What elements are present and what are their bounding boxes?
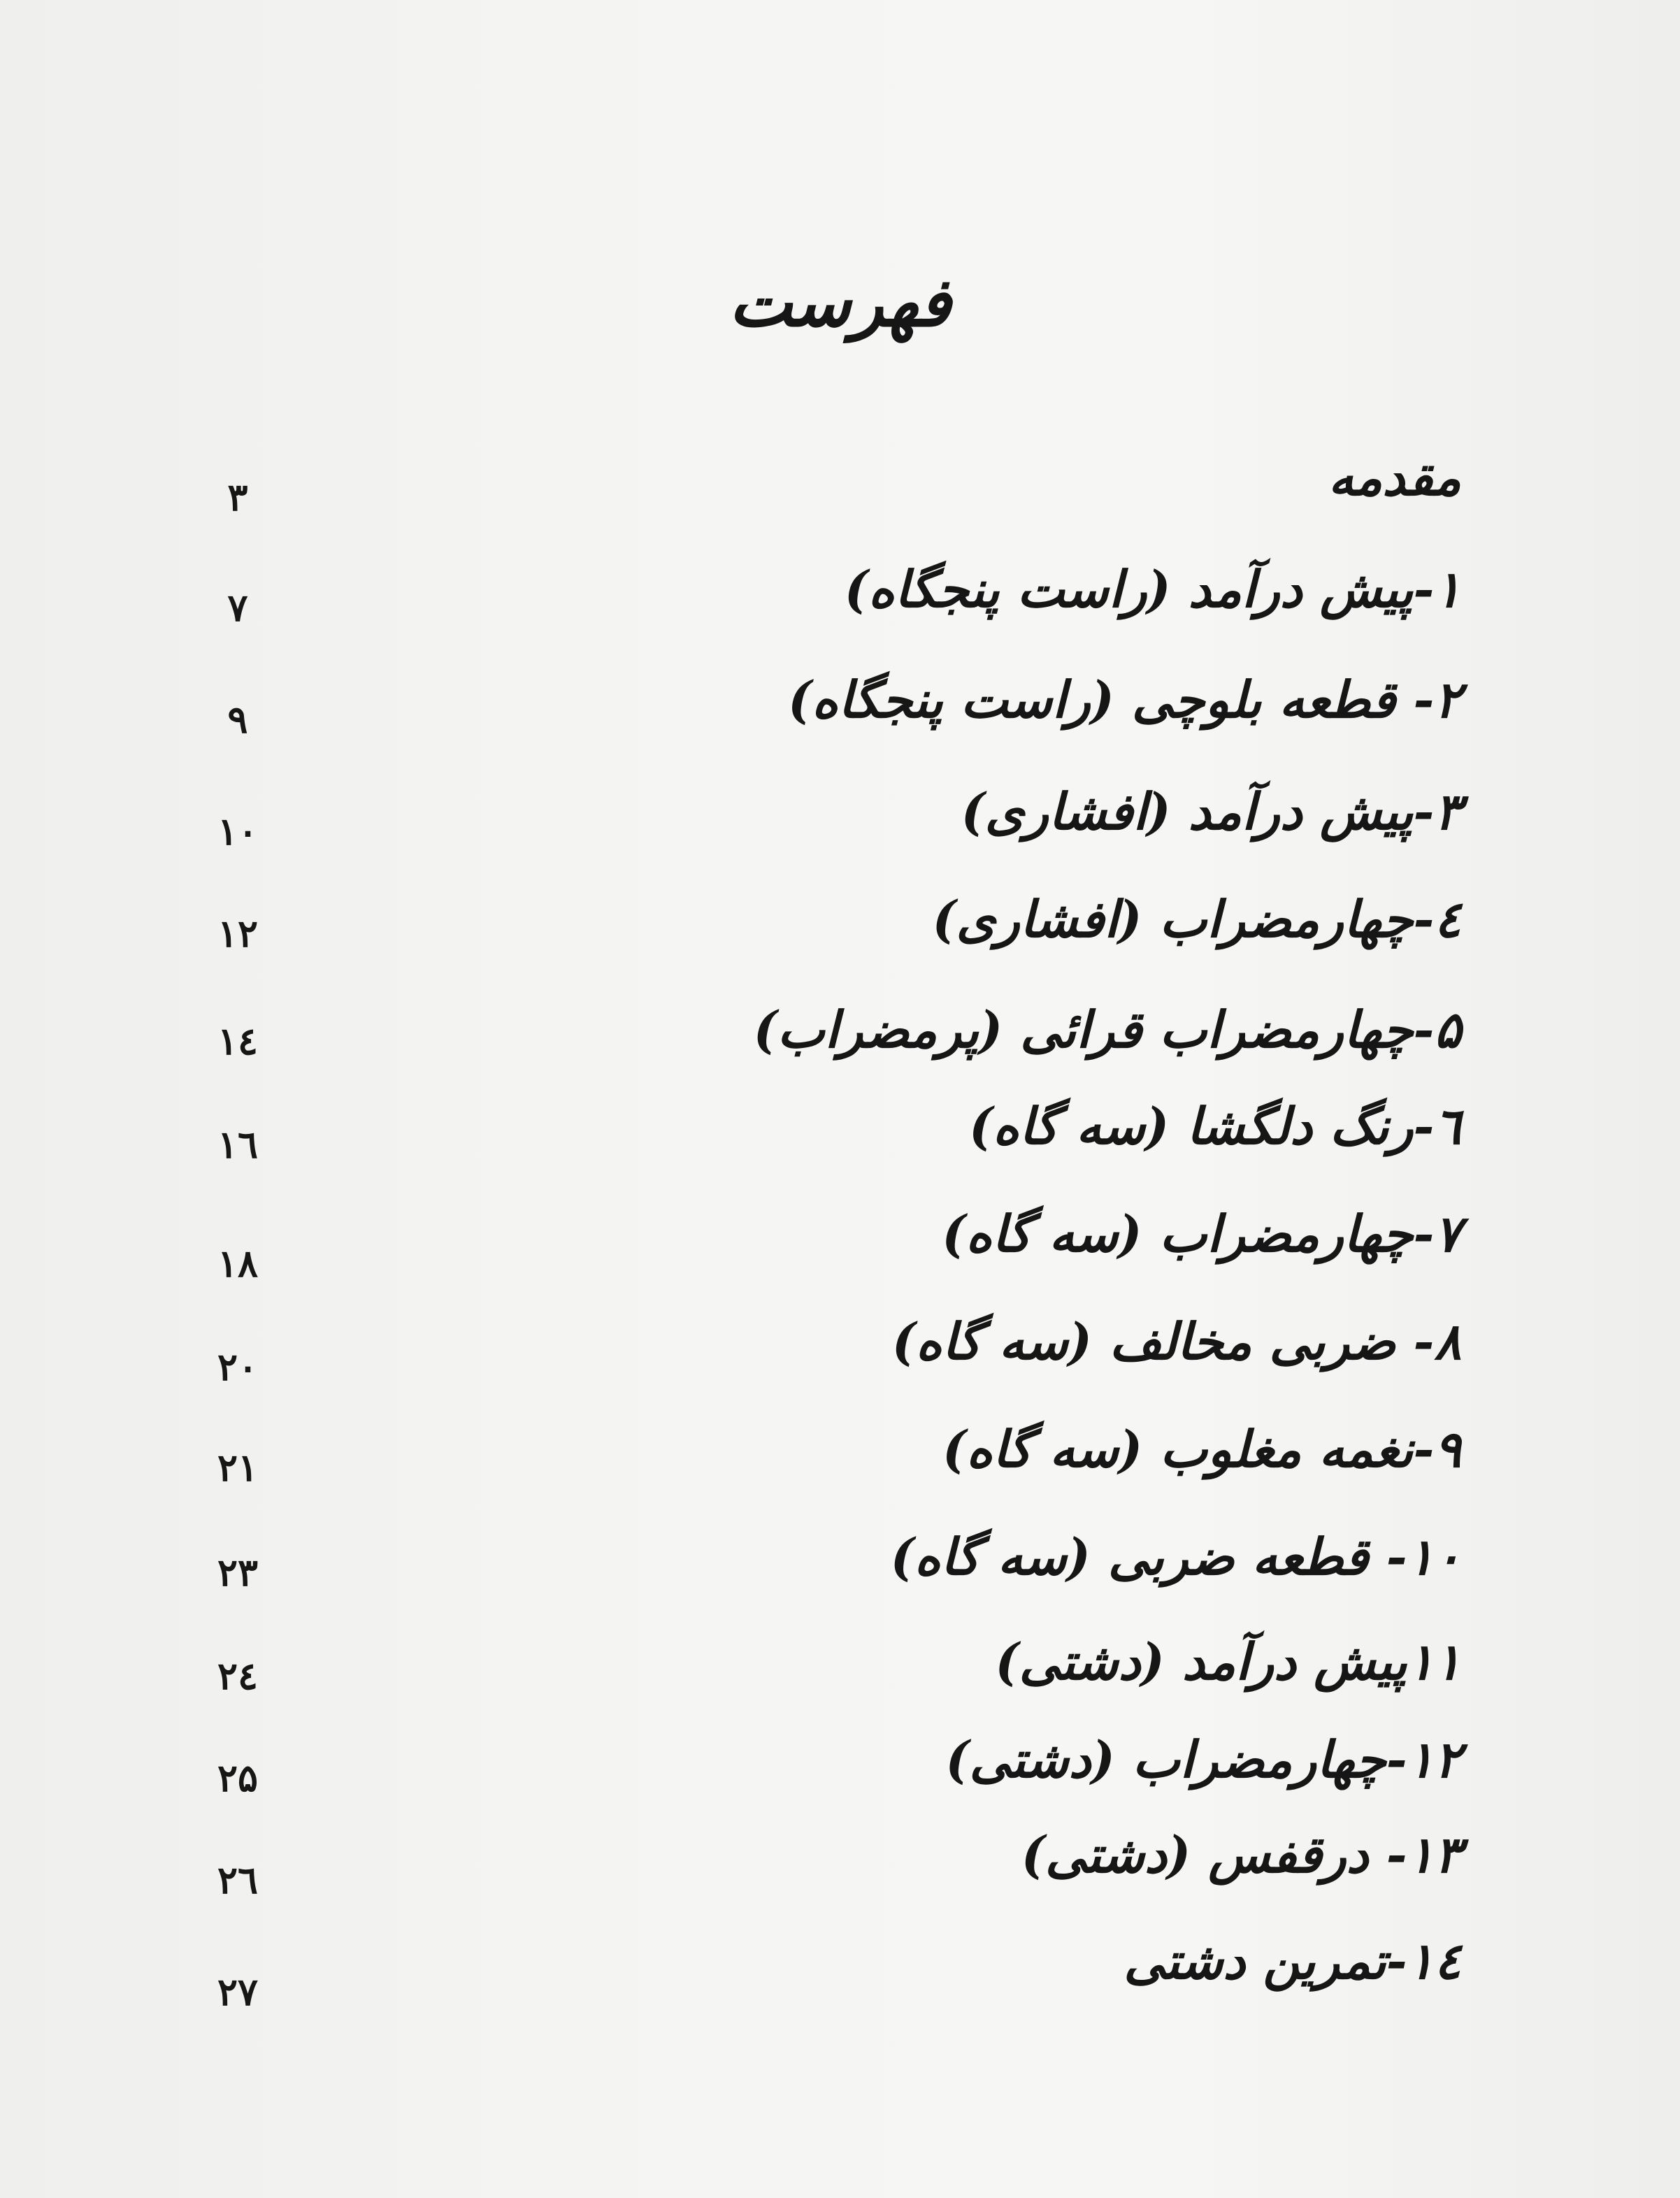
toc-entry-page: ۱۸	[217, 1241, 258, 1286]
toc-entry-page: ۲٤	[217, 1653, 258, 1698]
toc-entry-page: ۷	[227, 585, 248, 630]
toc-entry-page: ۲۰	[217, 1344, 258, 1389]
toc-entry-page: ۱٦	[217, 1122, 258, 1167]
toc-entry-title: ۵-چهارمضراب قرائی (پرمضراب)	[753, 1000, 1461, 1059]
toc-entry	[182, 1527, 1461, 1604]
toc-entry-title: ۱۰- قطعه ضربی (سه گاه)	[890, 1527, 1461, 1586]
toc-entry-title: ۱۳- درقفس (دشتی)	[1021, 1825, 1461, 1884]
toc-entry	[182, 1000, 1461, 1077]
toc-entry-page: ۲۷	[217, 1969, 258, 2014]
toc-entry	[182, 670, 1461, 747]
toc-entry	[182, 782, 1461, 859]
toc-entry-page: ۱۲	[217, 911, 258, 956]
toc-entry	[182, 447, 1461, 524]
toc-entry	[182, 1096, 1461, 1173]
toc-entry	[182, 1312, 1461, 1388]
toc-entry-title: ۱۱پیش درآمد (دشتی)	[995, 1632, 1461, 1691]
toc-entry-title: ۷-چهارمضراب (سه گاه)	[942, 1204, 1461, 1263]
toc-entry	[182, 559, 1461, 636]
toc-entry	[182, 1825, 1461, 1902]
toc-entry-title: ۱-پیش درآمد (راست پنجگاه)	[844, 559, 1461, 619]
toc-entry-title: ۱۲-چهارمضراب (دشتی)	[945, 1730, 1461, 1789]
toc-entry-title: ۱٤-تمرین دشتی	[1123, 1931, 1461, 1990]
toc-entry-title: ٦-رنگ دلگشا (سه گاه)	[969, 1096, 1461, 1156]
toc-entry	[182, 1931, 1461, 2014]
toc-entry	[182, 889, 1461, 966]
toc-entry-title: ۹-نغمه مغلوب (سه گاه)	[942, 1419, 1461, 1479]
toc-entry-page: ۹	[227, 697, 248, 742]
toc-entry-page: ۲۵	[217, 1755, 258, 1800]
toc-entry-title: ۲- قطعه بلوچی (راست پنجگاه)	[788, 670, 1461, 729]
toc-entry-page: ۲۱	[217, 1445, 258, 1490]
toc-entry-page: ۱٤	[217, 1019, 258, 1063]
toc-entry-title: مقدمه	[1328, 447, 1461, 507]
toc-entry	[182, 1632, 1461, 1709]
toc-entry-title: ٤-چهارمضراب (افشاری)	[932, 889, 1461, 949]
toc-entry	[182, 1730, 1461, 1806]
toc-entry-page: ۱۰	[217, 809, 258, 854]
toc-entry-page: ۲٦	[217, 1858, 258, 1902]
toc-entry-title: ۸- ضربی مخالف (سه گاه)	[891, 1312, 1461, 1371]
toc-entry	[182, 1419, 1461, 1496]
toc-entry-page: ۳	[227, 475, 248, 519]
toc-entry-title: ۳-پیش درآمد (افشاری)	[961, 782, 1461, 841]
toc-entry-page: ۲۳	[217, 1550, 258, 1595]
toc-entry	[182, 1204, 1461, 1286]
page-title: فهرست	[728, 263, 952, 342]
